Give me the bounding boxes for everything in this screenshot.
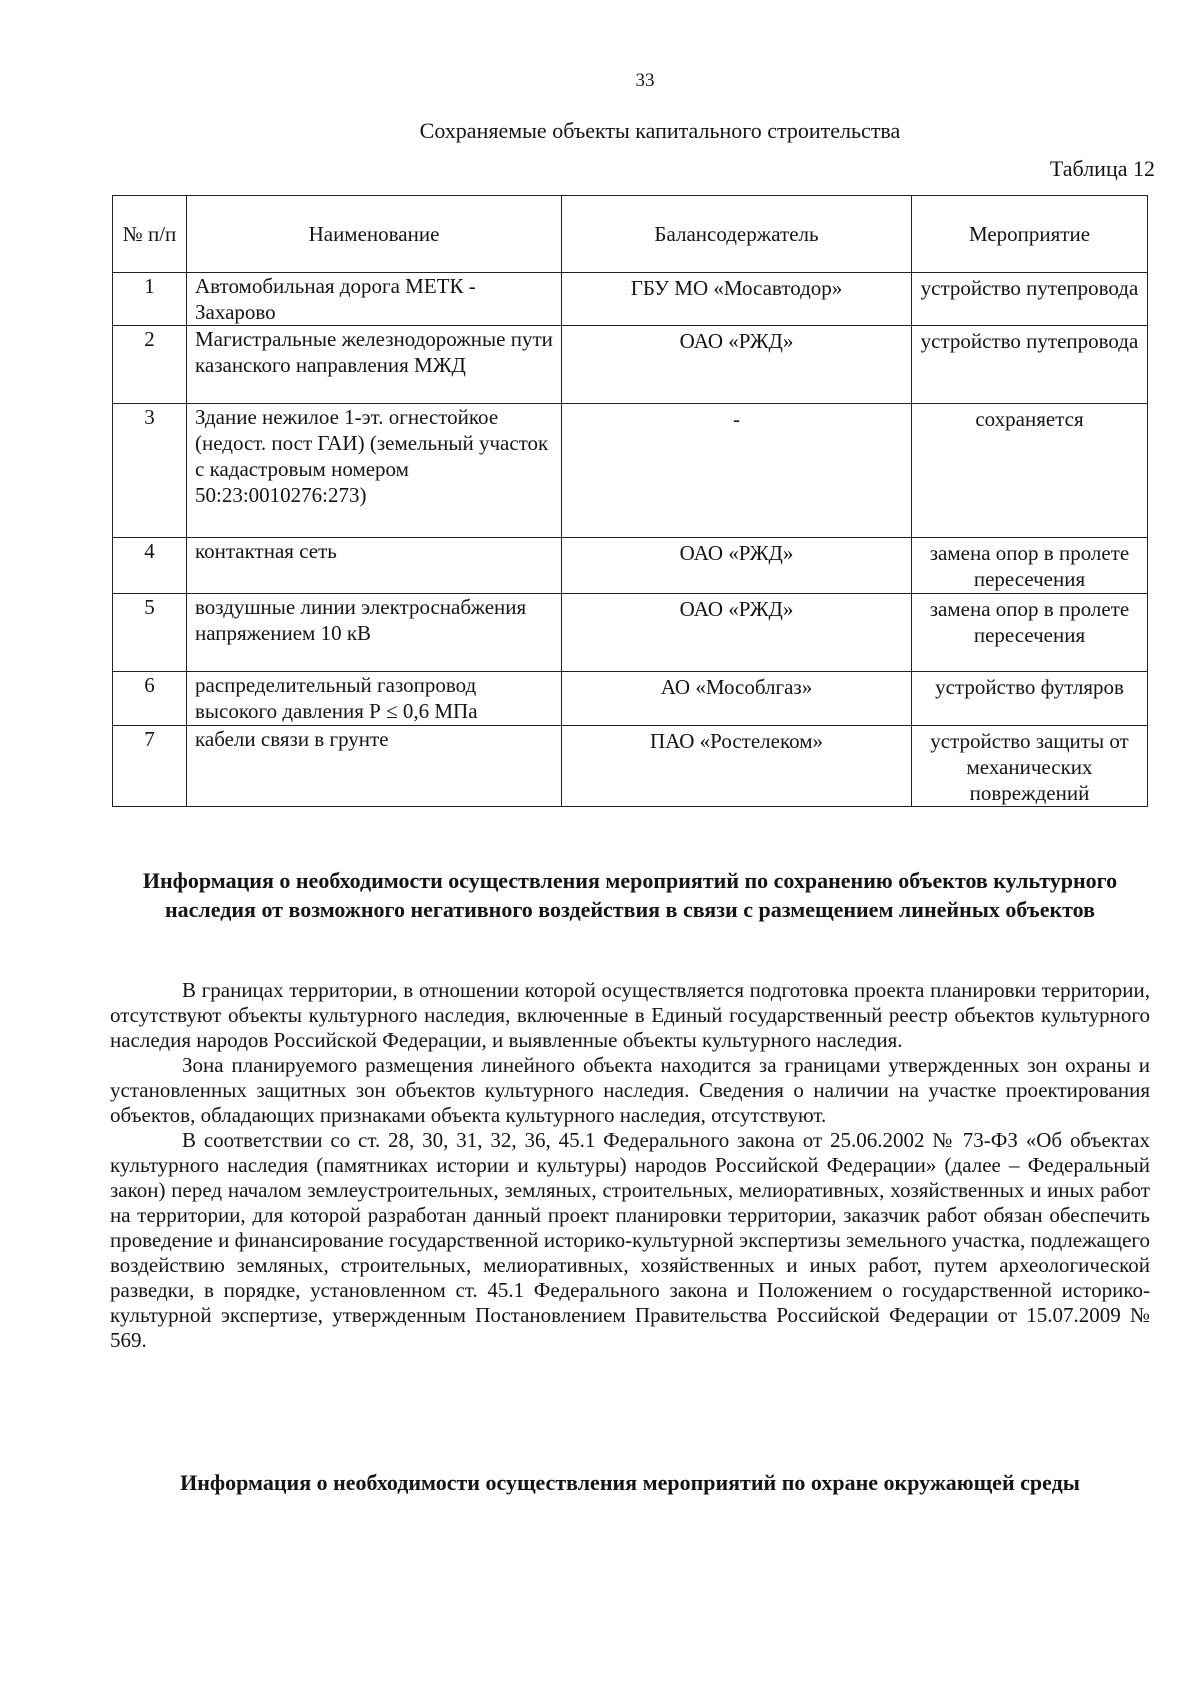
row-action: сохраняется <box>912 404 1148 538</box>
row-action: устройство футляров <box>912 672 1148 726</box>
row-num: 1 <box>113 273 187 326</box>
row-num: 7 <box>113 726 187 807</box>
row-name: распределительный газопровод высокого давления Р ≤ 0,6 МПа <box>187 672 562 726</box>
row-holder: - <box>562 404 912 538</box>
row-action: устройство защиты от механических повреждений <box>912 726 1148 807</box>
header-num: № п/п <box>113 196 187 273</box>
row-holder: АО «Мособлгаз» <box>562 672 912 726</box>
table-title: Сохраняемые объекты капитального строительства <box>419 118 901 143</box>
row-holder: ОАО «РЖД» <box>562 538 912 594</box>
row-holder: ОАО «РЖД» <box>562 594 912 672</box>
objects-table <box>112 195 1148 807</box>
paragraph: В границах территории, в отношении которой осуществляется подготовка проекта планировки территории, отсутствуют объекты культурного наследия, включенные в Единый государственный реестр объектов культурного наследия народов Российской Федерации, и выявленные объекты культурного наследия. <box>110 978 1150 1052</box>
row-num: 4 <box>113 538 187 594</box>
table-number-label: Таблица 12 <box>1049 156 1155 181</box>
table-row <box>113 404 1148 538</box>
header-holder: Балансодержатель <box>562 196 912 273</box>
table-row <box>113 326 1148 404</box>
table-row <box>113 726 1148 807</box>
row-name: Здание нежилое 1-эт. огнестойкое (недост. пост ГАИ) (земельный участок с кадастровым номером 50:23:0010276:273) <box>187 404 562 538</box>
row-holder: ОАО «РЖД» <box>562 326 912 404</box>
row-num: 5 <box>113 594 187 672</box>
header-action: Мероприятие <box>912 196 1148 273</box>
row-num: 3 <box>113 404 187 538</box>
row-action: замена опор в пролете пересечения <box>912 538 1148 594</box>
table-row <box>113 538 1148 594</box>
section-heading-cultural-heritage: Информация о необходимости осуществления мероприятий по сохранению объектов культурного наследия от возможного негативного воздействия в связи с размещением линейных объектов <box>142 868 1118 922</box>
paragraph: В соответствии со ст. 28, 30, 31, 32, 36, 45.1 Федерального закона от 25.06.2002 № 73-ФЗ «Об объектах культурного наследия (памятниках истории и культуры) народов Российской Федерации» (далее – Федеральный закон) перед началом землеустроительных, земляных, строительных, мелиоративных, хозяйственных и иных работ на территории, для которой разработан данный проект планировки территории, заказчик работ обязан обеспечить проведение и финансирование государственной историко-культурной экспертизы земельного участка, подлежащего воздействию земляных, строительных, мелиоративных, хозяйственных и иных работ, путем археологической разведки, в порядке, установленном ст. 45.1 Федерального закона и Положением о государственной историко-культурной экспертизе, утвержденным Постановлением Правительства Российской Федерации от 15.07.2009 № 569. <box>110 1128 1150 1352</box>
row-num: 2 <box>113 326 187 404</box>
table-row <box>113 273 1148 326</box>
section-heading-environment: Информация о необходимости осуществления мероприятий по охране окружающей среды <box>180 1470 1080 1495</box>
row-action: устройство путепровода <box>912 326 1148 404</box>
row-num: 6 <box>113 672 187 726</box>
table-row <box>113 594 1148 672</box>
section-body-cultural-heritage <box>110 978 1150 1353</box>
paragraph: Зона планируемого размещения линейного объекта находится за границами утвержденных зон охраны и установленных защитных зон объектов культурного наследия. Сведения о наличии на участке проектирования объектов, обладающих признаками объекта культурного наследия, отсутствуют. <box>110 1053 1150 1127</box>
table-header-row <box>113 196 1148 273</box>
row-holder: ГБУ МО «Мосавтодор» <box>562 273 912 326</box>
row-action: замена опор в пролете пересечения <box>912 594 1148 672</box>
row-name: Автомобильная дорога МЕТК - Захарово <box>187 273 562 326</box>
row-name: кабели связи в грунте <box>187 726 562 807</box>
row-action: устройство путепровода <box>912 273 1148 326</box>
row-name: воздушные линии электроснабжения напряжением 10 кВ <box>187 594 562 672</box>
table-row <box>113 672 1148 726</box>
header-name: Наименование <box>187 196 562 273</box>
row-holder: ПАО «Ростелеком» <box>562 726 912 807</box>
page-number: 33 <box>635 70 655 91</box>
row-name: Магистральные железнодорожные пути казанского направления МЖД <box>187 326 562 404</box>
row-name: контактная сеть <box>187 538 562 594</box>
